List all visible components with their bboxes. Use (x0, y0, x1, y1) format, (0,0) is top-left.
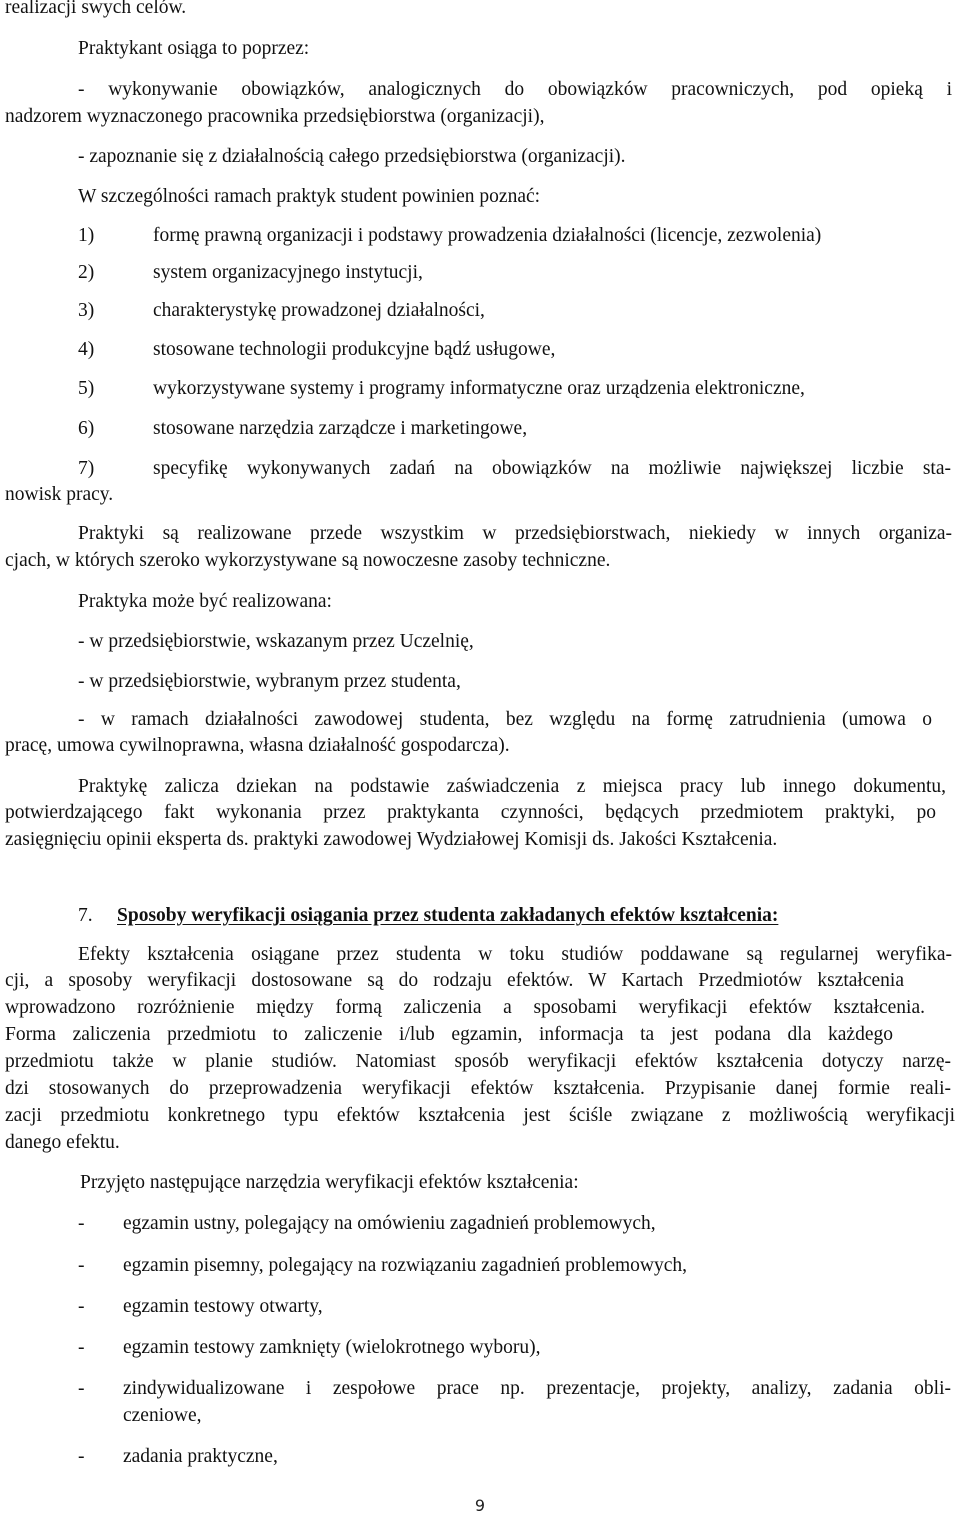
list-bullet: - (78, 1378, 85, 1399)
list-item: zindywidualizowane i zespołowe prace np. prezentacje, projekty, analizy, zadania obli- (123, 1378, 951, 1399)
list-number: 6) (78, 418, 95, 439)
list-item: wykorzystywane systemy i programy informatyczne oraz urządzenia elektroniczne, (153, 378, 805, 399)
list-item: egzamin pisemny, polegający na rozwiązaniu zagadnień problemowych, (123, 1255, 688, 1276)
text-line: Praktykant osiąga to poprzez: (78, 38, 310, 59)
text-line: - w ramach działalności zawodowej studenta, bez względu na formę zatrudnienia (umowa o (78, 709, 932, 730)
text-line: potwierdzającego fakt wykonania przez praktykanta czynności, będących przedmiotem praktyki, po (5, 802, 936, 823)
text-line: pracę, umowa cywilnoprawna, własna działalność gospodarcza). (5, 735, 510, 756)
text-line: cji, a sposoby weryfikacji dostosowane są do rodzaju efektów. W Kartach Przedmiotów kształcenia (5, 970, 904, 991)
text-line: zasięgnięciu opinii eksperta ds. praktyki zawodowej Wydziałowej Komisji ds. Jakości Kształcenia. (5, 829, 778, 850)
list-bullet: - (78, 1446, 85, 1467)
page-number: 9 (474, 1496, 486, 1515)
text-line: przedmiotu także w planie studiów. Natomiast sposób weryfikacji efektów kształcenia dotyczy narzę- (5, 1051, 951, 1072)
text-line: W szczególności ramach praktyk student powinien poznać: (78, 186, 541, 207)
list-item: stosowane narzędzia zarządcze i marketingowe, (153, 418, 528, 439)
text-line: - wykonywanie obowiązków, analogicznych do obowiązków pracowniczych, pod opieką i (78, 79, 952, 100)
list-item: stosowane technologii produkcyjne bądź usługowe, (153, 339, 556, 360)
text-line: Forma zaliczenia przedmiotu to zaliczenie i/lub egzamin, informacja ta jest podana dla każdego (5, 1024, 893, 1045)
list-number: 2) (78, 262, 95, 283)
list-item: specyfikę wykonywanych zadań na obowiązków na możliwie największej liczbie sta- (153, 458, 951, 479)
text-line: Praktykę zalicza dziekan na podstawie zaświadczenia z miejsca pracy lub innego dokumentu, (78, 776, 946, 797)
text-line: nadzorem wyznaczonego pracownika przedsiębiorstwa (organizacji), (5, 106, 545, 127)
list-item: formę prawną organizacji i podstawy prowadzenia działalności (licencje, zezwolenia) (153, 225, 822, 246)
list-item-continuation: nowisk pracy. (5, 484, 114, 505)
list-number: 4) (78, 339, 95, 360)
list-item-continuation: czeniowe, (123, 1405, 202, 1426)
text-line: realizacji swych celów. (5, 0, 187, 18)
list-bullet: - (78, 1213, 85, 1234)
text-line: - w przedsiębiorstwie, wskazanym przez Uczelnię, (78, 631, 474, 652)
section-heading: Sposoby weryfikacji osiągania przez studenta zakładanych efektów kształcenia: (117, 905, 779, 926)
text-line: Praktyka może być realizowana: (78, 591, 332, 612)
list-number: 1) (78, 225, 95, 246)
list-item: egzamin testowy zamknięty (wielokrotnego wyboru), (123, 1337, 541, 1358)
text-line: Praktyki są realizowane przede wszystkim w przedsiębiorstwach, niekiedy w innych organiza- (78, 523, 952, 544)
list-number: 7) (78, 458, 95, 479)
section-number: 7. (78, 905, 93, 926)
list-item: system organizacyjnego instytucji, (153, 262, 423, 283)
text-line: danego efektu. (5, 1132, 120, 1153)
list-item: zadania praktyczne, (123, 1446, 278, 1467)
list-item: egzamin testowy otwarty, (123, 1296, 323, 1317)
text-line: wprowadzono rozróżnienie między formą zaliczenia a sposobami weryfikacji efektów kształcenia. (5, 997, 925, 1018)
text-line: cjach, w których szeroko wykorzystywane są nowoczesne zasoby techniczne. (5, 550, 611, 571)
text-line: - w przedsiębiorstwie, wybranym przez studenta, (78, 671, 461, 692)
text-line: Przyjęto następujące narzędzia weryfikacji efektów kształcenia: (80, 1172, 579, 1193)
list-bullet: - (78, 1255, 85, 1276)
list-bullet: - (78, 1296, 85, 1317)
list-bullet: - (78, 1337, 85, 1358)
text-line: dzi stosowanych do przeprowadzenia weryfikacji efektów kształcenia. Przypisanie danej formie reali- (5, 1078, 951, 1099)
list-item: egzamin ustny, polegający na omówieniu zagadnień problemowych, (123, 1213, 656, 1234)
text-line: - zapoznanie się z działalnością całego przedsiębiorstwa (organizacji). (78, 146, 626, 167)
list-number: 5) (78, 378, 95, 399)
text-line: zacji przedmiotu konkretnego typu efektów kształcenia jest ściśle związane z możliwością weryfikacji (5, 1105, 955, 1126)
list-item: charakterystykę prowadzonej działalności, (153, 300, 485, 321)
list-number: 3) (78, 300, 95, 321)
text-line: Efekty kształcenia osiągane przez studenta w toku studiów poddawane są regularnej weryfika- (78, 944, 952, 965)
